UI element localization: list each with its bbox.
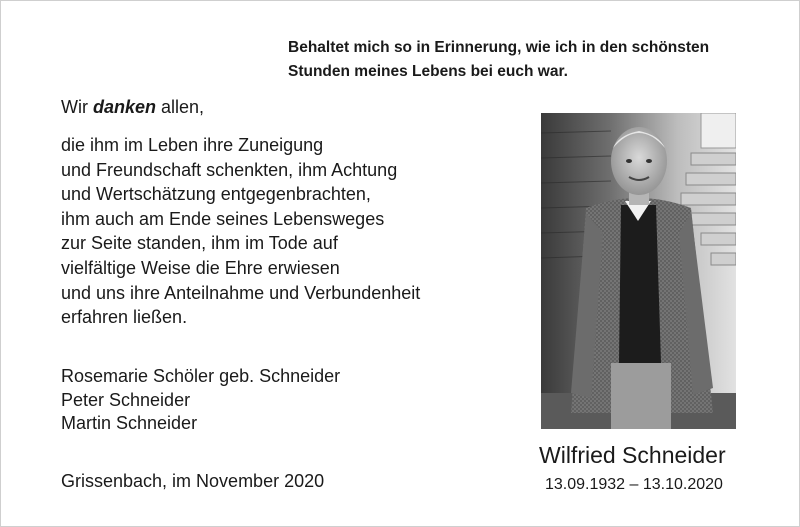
family-member: Martin Schneider bbox=[61, 413, 198, 433]
thanks-line: ihm auch am Ende seines Lebensweges bbox=[61, 208, 385, 229]
thanks-line: zur Seite standen, ihm im Tode auf bbox=[61, 233, 338, 254]
family-member: Peter Schneider bbox=[61, 389, 191, 410]
life-dates: 13.09.1932 – 13.10.2020 bbox=[545, 476, 723, 493]
motto-line-2: Stunden meines Lebens bei euch war. bbox=[288, 63, 568, 80]
family-signatures bbox=[61, 365, 340, 436]
portrait-photo bbox=[541, 113, 736, 429]
motto-line-1: Behaltet mich so in Erinnerung, wie ich in den schönsten bbox=[288, 39, 710, 56]
thanks-line: die ihm im Leben ihre Zuneigung bbox=[61, 135, 324, 155]
thanks-prefix: Wir bbox=[61, 97, 93, 117]
thanks-line: und uns ihre Anteilnahme und Verbundenheit bbox=[61, 282, 421, 303]
thanks-emphasis: danken bbox=[92, 97, 157, 117]
thanks-line: erfahren ließen. bbox=[61, 307, 188, 328]
thanks-line: und Freundschaft schenkten, ihm Achtung bbox=[61, 159, 398, 180]
thanks-suffix: allen, bbox=[156, 97, 205, 117]
place-and-date: Grissenbach, im November 2020 bbox=[61, 471, 325, 491]
thanks-heading bbox=[61, 95, 204, 119]
thanks-line: vielfältige Weise die Ehre erwiesen bbox=[61, 257, 340, 278]
motto-quote bbox=[288, 36, 768, 84]
thanks-text bbox=[61, 133, 420, 330]
deceased-name: Wilfried Schneider bbox=[539, 442, 726, 468]
thanks-line: und Wertschätzung entgegenbrachten, bbox=[61, 184, 371, 205]
family-member: Rosemarie Schöler geb. Schneider bbox=[61, 366, 341, 386]
